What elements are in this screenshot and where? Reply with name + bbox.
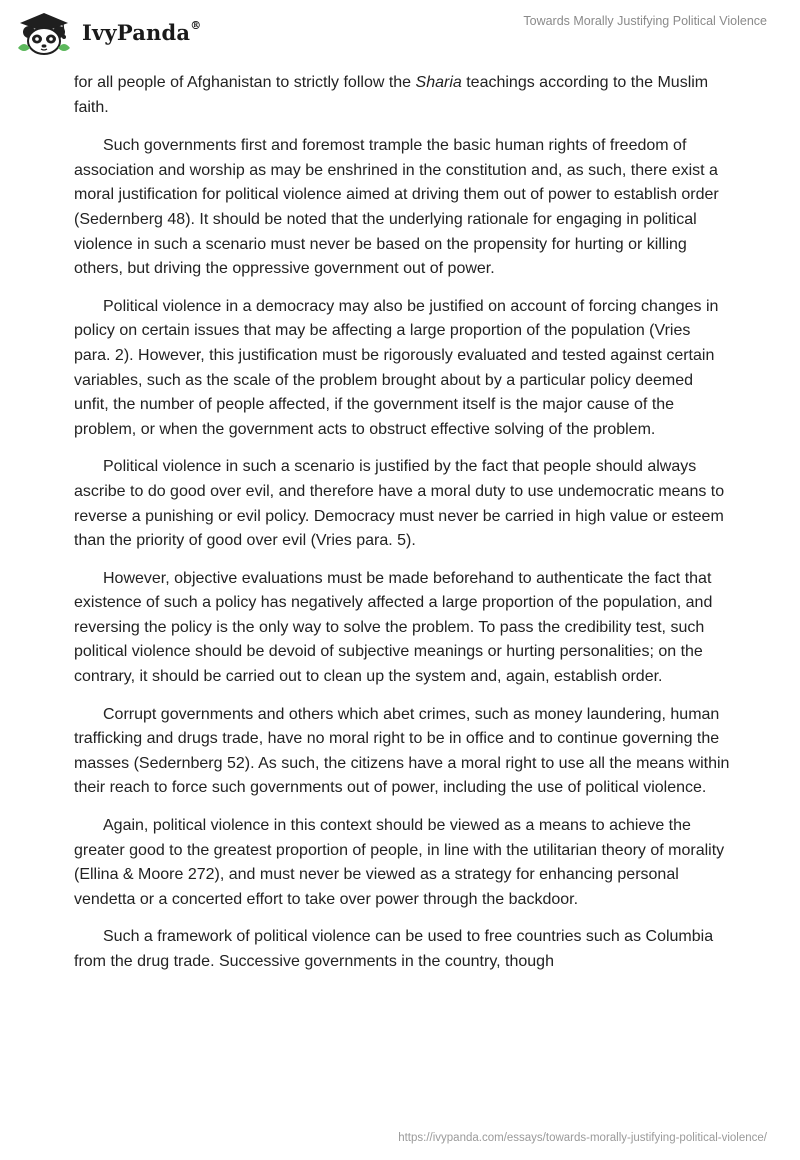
paragraph: Such a framework of political violence can be used to free countries such as Columbia from the drug trade. Successive governments in the country, though: [74, 928, 714, 970]
italic-term: Sharia: [415, 74, 462, 91]
paragraph-continued: for all people of Afghanistan to strictly follow the Sharia teachings according to the Muslim faith.: [74, 74, 709, 116]
ivypanda-logo[interactable]: [14, 8, 201, 56]
source-url-link[interactable]: https://ivypanda.com/essays/towards-morally-justifying-political-violence/: [398, 1132, 767, 1144]
paragraph: Political violence in a democracy may also be justified on account of forcing changes in policy on certain issues that may be affecting a large proportion of the population (Vries para. 2). However, this justification must be rigorously evaluated and tested against certain variables, such as the scale of the problem brought about by a particular policy deemed unfit, the number of people affected, if the government itself is the major cause of the problem, or when the government acts to obstruct effective solving of the problem.: [74, 297, 719, 438]
paragraph: Such governments first and foremost trample the basic human rights of freedom of association and worship as may be enshrined in the constitution and, as such, there exist a moral justification for political violence aimed at driving them out of power to establish order (Sedernberg 48). It should be noted that the underlying rationale for engaging in political violence in such a scenario must never be based on the propensity for hurting or killing others, but driving the oppressive government out of power.: [74, 137, 719, 278]
logo-wordmark: IvyPanda®: [82, 18, 202, 45]
paragraph: Again, political violence in this context should be viewed as a means to achieve the greater good to the greatest proportion of people, in line with the utilitarian theory of morality (Ellina & Moore 272), and must never be viewed as a strategy for enhancing personal vendetta or a concerted effort to take over power through the backdoor.: [74, 817, 725, 908]
panda-graduate-icon: [14, 8, 74, 56]
paragraph: Corrupt governments and others which abet crimes, such as money laundering, human trafficking and drugs trade, have no moral right to be in office and to continue governing the masses (Sedernberg 52). As such, the citizens have a moral right to use all the means within their reach to force such governments out of power, including the use of political violence.: [74, 705, 730, 797]
paragraph: Political violence in such a scenario is justified by the fact that people should always ascribe to do good over evil, and therefore have a moral duty to use undemocratic means to reverse a punishing or evil policy. Democracy must never be carried in high value or esteem than the priority of good over evil (Vries para. 5).: [74, 458, 725, 550]
document-running-title: Towards Morally Justifying Political Violence: [523, 14, 767, 28]
essay-body: [74, 71, 730, 988]
paragraph: However, objective evaluations must be made beforehand to authenticate the fact that existence of such a policy has negatively affected a large proportion of the population, and reversing the policy is the only way to solve the problem. To pass the credibility test, such political violence should be devoid of subjective meanings or hurting personalities; on the contrary, it should be carried out to clean up the system and, again, establish order.: [74, 569, 713, 686]
page-header: [0, 0, 800, 70]
